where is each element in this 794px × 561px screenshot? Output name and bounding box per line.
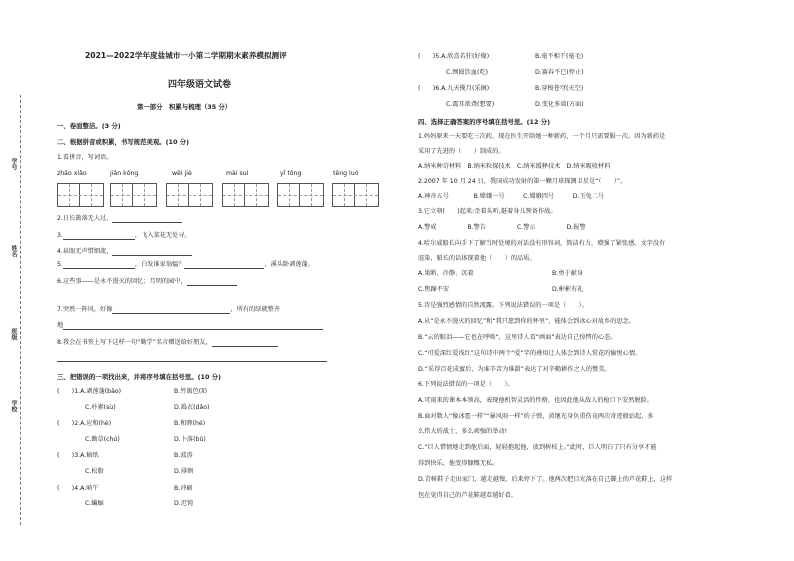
choice-4-d: D.迟钝 [174, 500, 194, 507]
mc-1: 1.妈妈原来一天要吃三次药，现在医生开给她一种新药，一个月只需要服一次。因为新药是 [418, 133, 666, 140]
choice-3-b: B.波涛 [174, 452, 193, 459]
writing-box-3[interactable] [166, 183, 213, 207]
choice-2-b: B.和睦(hé) [174, 420, 206, 427]
name-label: 姓名 [10, 245, 17, 257]
choice-5-a: ( )5.A.欣喜若狂(好像) [418, 53, 490, 60]
section-3: 三、把错误的一项找出来，并将序号填在括号里。(10 分) [57, 373, 221, 381]
pinyin-6: tēng luó [333, 170, 359, 177]
choice-3-a: ( )3.A.稿纸 [57, 452, 99, 459]
choice-4-c: C.蝙蝠 [85, 500, 104, 507]
choice-4-b: B.冲刷 [174, 485, 193, 492]
mc-4-option-d: D.彬彬有礼 [552, 286, 584, 293]
mc-4-cont: 渲染，船长的话体现着他（ ）的品质。 [418, 255, 536, 262]
choice-2-c: C.锄草(chú) [85, 436, 120, 443]
mc-6-b-cont: 么伟大的战士，多么顽强的举动! [418, 428, 508, 435]
choice-6-d: D.变化多端(方面) [535, 101, 584, 108]
mc-6: 6.下列说法错误的一项是（ ）。 [418, 381, 514, 388]
mc-6-b: B.面对数人“像冰雹一样”“暴风雨一样”的子弹，黄继光身负重伤竟两次奇迹般站起，多 [418, 413, 654, 420]
writing-box-1[interactable] [57, 183, 104, 207]
pinyin-2: jiǎn kōng [110, 170, 139, 177]
student-id-label: 学号 [10, 158, 17, 170]
choice-3-c: C.松脂 [85, 468, 104, 475]
question-6: 6.这些事——是永不漫灭的回忆；月明的园中， [57, 278, 237, 286]
mc-1-options: A.纳米种苛材料 B.纳米粒探技术 C.纳米缓释技术 D.纳米吸收材料 [418, 163, 611, 170]
choice-5-c: C.囫囵饮血(吃) [446, 69, 489, 76]
mc-1-cont: 采用了先进的（ ）制成的。 [418, 148, 505, 155]
choice-1-c: C.朴素(sù) [85, 404, 116, 411]
choice-6-a: ( )6.A.九天揽月(采摘) [418, 85, 490, 92]
choice-6-b: B.穿梭苍穹(天空) [535, 85, 584, 92]
pinyin-5: yǐ tōng [280, 170, 302, 177]
writing-box-4[interactable] [222, 183, 269, 207]
mc-6-c-cont: 得到快乐，他变得慷慨无私。 [418, 460, 499, 467]
question-7-cont: 地 [57, 322, 323, 330]
mc-6-d: D.青树鞋子走出家门，越走越慢，后来停下了。他两次把目光落在自己脚上的芦花鞋上，这样 [418, 476, 673, 483]
mc-5-b: B.“云的眼泪——它也在呼唤”，这里诗人看“画面”表达自己惊愕的心态。 [418, 334, 617, 341]
choice-6-c: C.震耳欲聋(想要) [446, 101, 495, 108]
mc-2: 2.2007 年 10 月 24 日，我国成功发射的第一颗月球探测卫星是“（ ）”。 [418, 178, 627, 185]
choice-3-d: D.徘徊 [174, 468, 194, 475]
mc-5-d: D.“采得百花成蜜后，为谁辛苦为谁甜”表达了对辛勤耕作之人的赞美。 [418, 366, 611, 373]
question-8: 8.我会在书签上写下这样一句“勤学”名言赠送给好朋友， [57, 339, 278, 347]
choice-2-a: ( )2.A.应和(hè) [57, 420, 112, 427]
choice-4-a: ( )4.A.响午 [57, 485, 99, 492]
choice-5-b: B.毫不相干(毫毛) [535, 53, 584, 60]
pinyin-4: mài suì [226, 170, 249, 177]
mc-3-options: A.警戒 B.警告 C.警示 D.报警 [418, 224, 586, 231]
mc-6-a: A.可雨来的课本本领高，表现他机智灵活的性格，也因此他从敌人的枪口下安然脱险。 [418, 397, 654, 404]
pinyin-3: wěi jiè [172, 170, 192, 177]
question-1: 1.看拼音，写词语。 [57, 154, 113, 161]
section-1: 一、卷面整洁。(3 分) [57, 122, 121, 130]
choice-1-d: D.捣衣(dǎo) [174, 404, 210, 411]
choice-2-d: D.卜落(bǔ) [174, 436, 206, 443]
question-2: 2.日长篱落无人过， [57, 215, 182, 223]
exam-title: 2021—2022学年度盐城市一小第二学期期末素养模拟测评 [85, 51, 287, 60]
mc-6-c: C.“巨人惜情地走到他后面，轻轻抱起他，放到树枝上。”此时，巨人明白了只有分享才能 [418, 444, 657, 451]
mc-5-a: A.从“是永不漫灭的回忆”和“我只愿到你的怀里”，能体会到冰心对故乡的思念。 [418, 318, 635, 325]
mc-4-option-c: C.焦躁不安 [418, 286, 450, 293]
choice-5-d: D.赛春不已(停止) [535, 69, 584, 76]
mc-5: 5.诗是强烈感情的自然流露。下列说法错误的一项是（ ）。 [418, 302, 588, 309]
part-title: 第一部分 积累与梳理（35 分） [137, 103, 232, 111]
mc-4: 4.哈尔威船长向手下了解当时处境的对话没有形容词，简洁有力，增强了紧张感。文字没有 [418, 240, 666, 247]
question-3: 3. ，飞入菜花无处寻。 [57, 232, 191, 239]
binding-line [20, 95, 21, 525]
mc-4-option-b: B.勇于献身 [552, 270, 583, 277]
section-4: 四、选择正确答案的序号填在括号里。(12 分) [418, 118, 550, 126]
school-label: 学校 [10, 400, 17, 412]
writing-box-6[interactable] [332, 183, 379, 207]
pinyin-1: zhǎo xiǎo [57, 170, 87, 177]
mc-3: 3.它立刻( )起来:歪着头听,挺着身儿预备作战。 [418, 208, 557, 215]
writing-box-5[interactable] [277, 183, 324, 207]
question-4: 4.泉眼无声惜细流， [57, 248, 192, 256]
question-8-line [57, 354, 327, 362]
choice-1-ab: ( )1.A.剥莲蓬(bāo) [57, 388, 122, 395]
mc-5-c: C.“可爱深红爱浅红”这句诗中两个“爱”字的叠用让人体会到诗人赏花的愉悦心情。 [418, 350, 642, 357]
choice-1-b: B.竹篱笆(lí) [174, 388, 208, 395]
mc-6-d-cont: 包在觉得自己的芦花鞋越看越好看。 [418, 492, 517, 499]
subject-title: 四年级语文试卷 [168, 80, 232, 90]
writing-box-2[interactable] [110, 183, 157, 207]
question-7: 7.突然一阵风，好像 ，所有的绿就整齐 [57, 306, 280, 313]
question-5: 5. ，白发谁家翁媪？ ，溪头卧剥莲蓬。 [57, 261, 314, 268]
class-label: 班级 [10, 328, 17, 340]
section-2: 二、根据拼音或积累，书写规范美观。(10 分) [57, 138, 189, 146]
mc-4-option-a: A.果断、冷静、沉着 [418, 270, 474, 277]
mc-2-options: A.神舟五号 B.嫦娥一号 C.嫦娥四号 D.玉兔二号 [418, 193, 605, 200]
